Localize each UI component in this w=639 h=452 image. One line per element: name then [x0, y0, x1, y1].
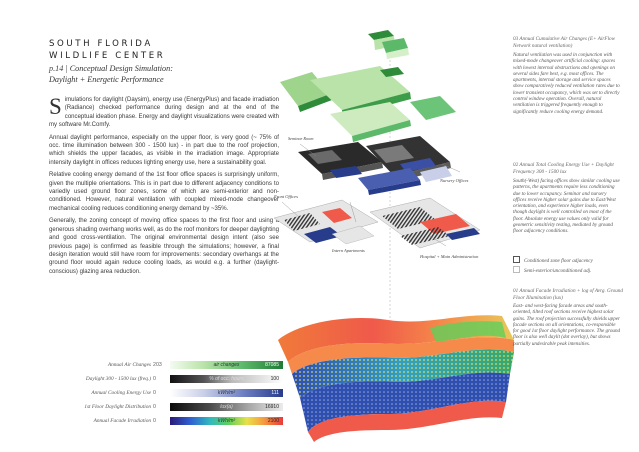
paragraph-1-text: imulations for daylight (Daysim), energy use (EnergyPlus) and facade irradiation (Radiance) checked performance during design and at the end of the conceptual ideation phase. Energy and daylight visualizations were created with my software Mr.Comfy.	[49, 97, 279, 129]
section-03-text: Natural ventilation was used in conjunction with mixed-mode changeover artificial cooling: spaces with lowest internal obstructions and openings on several sides fare best, e.g. most offices. The apartments, internal storage and service spaces show comparatively reduced ventilation rates due to lower transient occupancy, which was set to directly control window operation. Overall, natural ventilation is triggered frequently enough to significantly reduce cooling energy demand.	[513, 52, 620, 115]
legend-gradient-blue	[170, 389, 283, 397]
section-02-heading: 02 Annual Total Cooling Energy Use + Daylight Frequency 300 - 1500 lux	[513, 162, 614, 175]
paragraph-4: Generally, the zoning concept of moving office spaces to the first floor and using a generous shading overhang works well, as do the roof monitors for deeper daylighting and good cross-ventilation. The original environmental design intent (also see previous page) is confirmed as feasible through the simulations; however, a final design iteration would still have room for improvements: secondary overhangs at the ground floor would again reduce cooling loads, as would e.g. a further (daylight-conscious) glazing area reduction.	[49, 218, 279, 275]
section-line-1: Conceptual Design Simulation:	[69, 64, 173, 73]
body-text	[49, 96, 279, 280]
ground-floor-plan	[274, 198, 480, 248]
legend-air-changes	[49, 361, 284, 371]
roof-monitors-airflow	[368, 30, 409, 59]
label-seminar-room: Seminar Room	[288, 136, 314, 141]
legend-max: 16910	[265, 404, 279, 410]
section-01-heading: 01 Annual Facade Irradiation + log of Avrg. Ground Floor Illumination (lux)	[513, 288, 623, 301]
title-line-2: WILDLIFE CENTER	[49, 51, 166, 61]
legend-label: Daylight 300 - 1500 lux (freq.)	[85, 376, 151, 382]
air-change-volumes	[280, 66, 456, 142]
legend-gradient-green	[170, 361, 283, 369]
legend-unconditioned-adjacency	[513, 266, 591, 274]
legend-facade-irradiation	[49, 417, 284, 427]
legend-max: 100	[270, 376, 279, 382]
label-front-offices: Front Offices	[274, 194, 298, 199]
roof-irradiation	[278, 315, 514, 442]
legend-unit: % of occ. hours	[209, 376, 244, 382]
legend-1st-floor-daylight	[49, 403, 284, 413]
legend-unit: lux(a)	[220, 404, 233, 410]
label-intern-apartments: Intern Apartments	[332, 248, 365, 253]
section-title: p.14 | Conceptual Design Simulation: Daylight + Energetic Performance	[49, 64, 173, 84]
legend-min: 0	[153, 376, 156, 382]
legend-min: 0	[153, 390, 156, 396]
legend-label: Annual Cooling Energy Use	[91, 390, 151, 396]
legend-min: 203	[153, 362, 162, 368]
checkbox-icon	[513, 256, 520, 263]
paragraph-3: Relative cooling energy demand of the 1st floor office spaces is surprisingly uniform, given the multiple orientations. This is in part due to different adjacency conditions to variedly used ground floor zones, some of which are semi-exterior and non-conditioned. However, natural ventilation with coupled mixed-mode changeover mechanical cooling reduces conditioning energy demand by ~35%.	[49, 172, 279, 212]
section-line-2: Daylight + Energetic Performance	[49, 74, 164, 84]
paragraph-2: Annual daylight performance, especially on the upper floor, is very good (~ 75% of occ. time illumination between 300 - 1500 lux) - in part due to the roof projection, which shields the upper facades, as visible in the irradiation image. Appropriate intensity daylight in offices reduces lighting energy use, here a sustainability goal.	[49, 134, 279, 166]
dropcap: S	[49, 94, 62, 119]
legend-unit: kWh/m²	[217, 390, 236, 396]
legend-gradient-spectrum	[170, 417, 283, 425]
legend-unit: air changes	[213, 362, 240, 368]
legend-unit: kWh/m²	[217, 418, 236, 424]
section-02-text: South(-West) facing offices show similar cooling use patterns, the apartments require less conditioning due to lower occupancy. Seminar and nursery offices receive higher solar gains due to East/West orientation, and experience higher loads, even though daylight is well controlled on most of the floor. Absolute energy use values only valid for geometric sensitivity testing, mediated by ground floor adjacency conditions.	[513, 178, 620, 235]
legend-max: 2100	[267, 418, 279, 424]
legend-gradient-dark	[170, 403, 283, 411]
legend-min: 0	[153, 404, 156, 410]
document-title	[49, 38, 165, 62]
legend-conditioned-adjacency	[513, 256, 593, 264]
section-01-text: East- and west-facing facade areas and south-oriented, tilted roof sections receive highest solar gains. The roof projection successfully shields upper facade sections on all orientations, co-responsible for good 1st floor daylight performance. The ground floor is also well daylit (dot overlay), but shows partially undesirable peak intensities.	[513, 303, 621, 347]
checkbox-icon	[513, 266, 520, 273]
label-hospital-admin: Hospital + Main Administration	[420, 254, 479, 259]
legend-max: 87085	[265, 362, 279, 368]
legend-min: 0	[153, 418, 156, 424]
check-label-2: Semi-exterior/unconditioned adj.	[524, 268, 592, 274]
daylight-cooling-floor	[298, 136, 452, 195]
legend-daylight	[49, 375, 284, 385]
check-label-1: Conditioned zone floor adjacency	[524, 258, 593, 264]
section-03-heading: 03 Annual Cumulative Air Changes (E+ AirFlow Network natural ventilation)	[513, 36, 616, 49]
title-line-1: SOUTH FLORIDA	[49, 39, 153, 49]
legend-cooling	[49, 389, 284, 399]
legend-label: Annual Facade Irradiation	[93, 418, 151, 424]
legend-max: 111	[271, 390, 279, 396]
paragraph-1	[49, 96, 279, 130]
page-number: p.14	[49, 64, 64, 73]
legend-gradient-grey	[170, 375, 283, 383]
label-nursery-offices: Nursery Offices	[440, 178, 469, 183]
exploded-axonometric-diagram	[267, 22, 520, 442]
legend-label: Annual Air Changes	[107, 362, 151, 368]
legend-label: 1st Floor Daylight Distribution	[84, 404, 151, 410]
